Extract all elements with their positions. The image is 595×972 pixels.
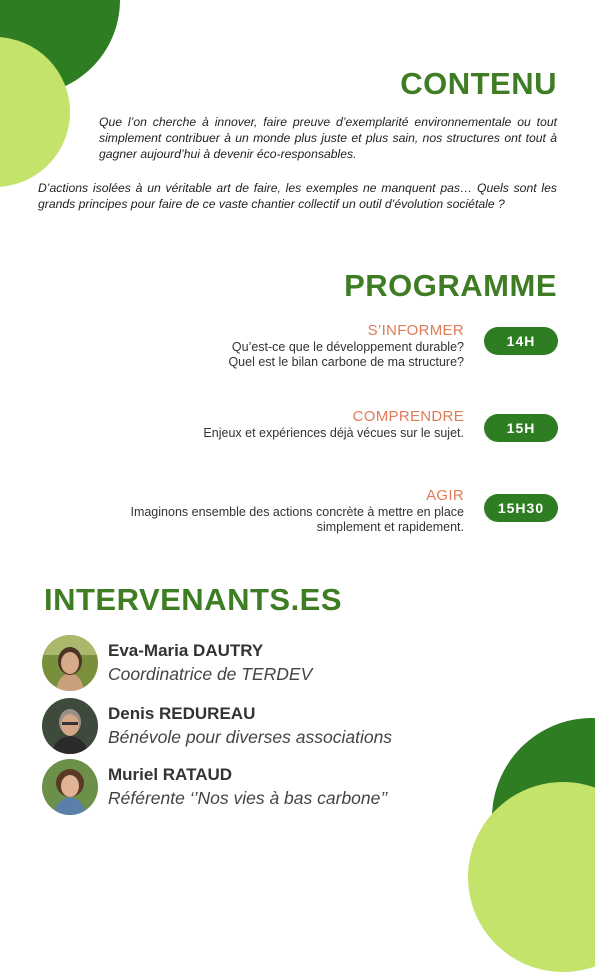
programme-item-desc: Enjeux et expériences déjà vécues sur le sujet.: [203, 426, 464, 440]
time-badge: 14H: [484, 327, 558, 355]
time-badge: 15H30: [484, 494, 558, 522]
speaker-name: Muriel RATAUD: [108, 765, 233, 784]
speaker-name: Denis REDUREAU: [108, 704, 256, 723]
section-title-programme: PROGRAMME: [344, 268, 557, 303]
avatar: [42, 759, 98, 815]
speaker-card: [42, 634, 312, 692]
speaker-card: [42, 758, 388, 816]
section-title-contenu: CONTENU: [400, 66, 557, 101]
programme-item-desc: Imaginons ensemble des actions concrète à mettre en place: [130, 505, 464, 519]
speaker-role: Coordinatrice de TERDEV: [108, 664, 313, 684]
section-title-intervenants: INTERVENANTS.ES: [44, 582, 343, 617]
programme-item: [203, 408, 464, 441]
decorative-circle-light: [468, 782, 595, 972]
programme-item: [228, 322, 464, 370]
intro-paragraph: Que l’on cherche à innover, faire preuve d’exemplarité environnementale ou tout simplement contribuer à un monde plus juste et plus sain, nos structures ont tout à gagner aujourd’hui à devenir éco-responsables.: [99, 115, 557, 161]
programme-item-title: S’INFORMER: [367, 322, 464, 339]
programme-item-title: AGIR: [426, 487, 464, 504]
avatar: [42, 635, 98, 691]
programme-item-desc: Qu’est-ce que le développement durable?: [231, 340, 464, 354]
programme-item-desc: Quel est le bilan carbone de ma structure?: [228, 355, 464, 369]
speaker-role: Référente ‘’Nos vies à bas carbone’’: [108, 788, 388, 808]
time-badge: 15H: [484, 414, 558, 442]
avatar: [42, 698, 98, 754]
speaker-name: Eva-Maria DAUTRY: [108, 641, 264, 660]
programme-item: [130, 487, 464, 535]
programme-item-title: COMPRENDRE: [352, 408, 464, 425]
programme-item-desc: simplement et rapidement.: [316, 520, 464, 534]
speaker-role: Bénévole pour diverses associations: [108, 727, 393, 747]
intro-paragraph: D’actions isolées à un véritable art de faire, les exemples ne manquent pas… Quels sont les grands principes pour faire de ce vaste chantier collectif un outil d’évolution sociétale ?: [38, 181, 557, 211]
speaker-card: [42, 697, 392, 755]
